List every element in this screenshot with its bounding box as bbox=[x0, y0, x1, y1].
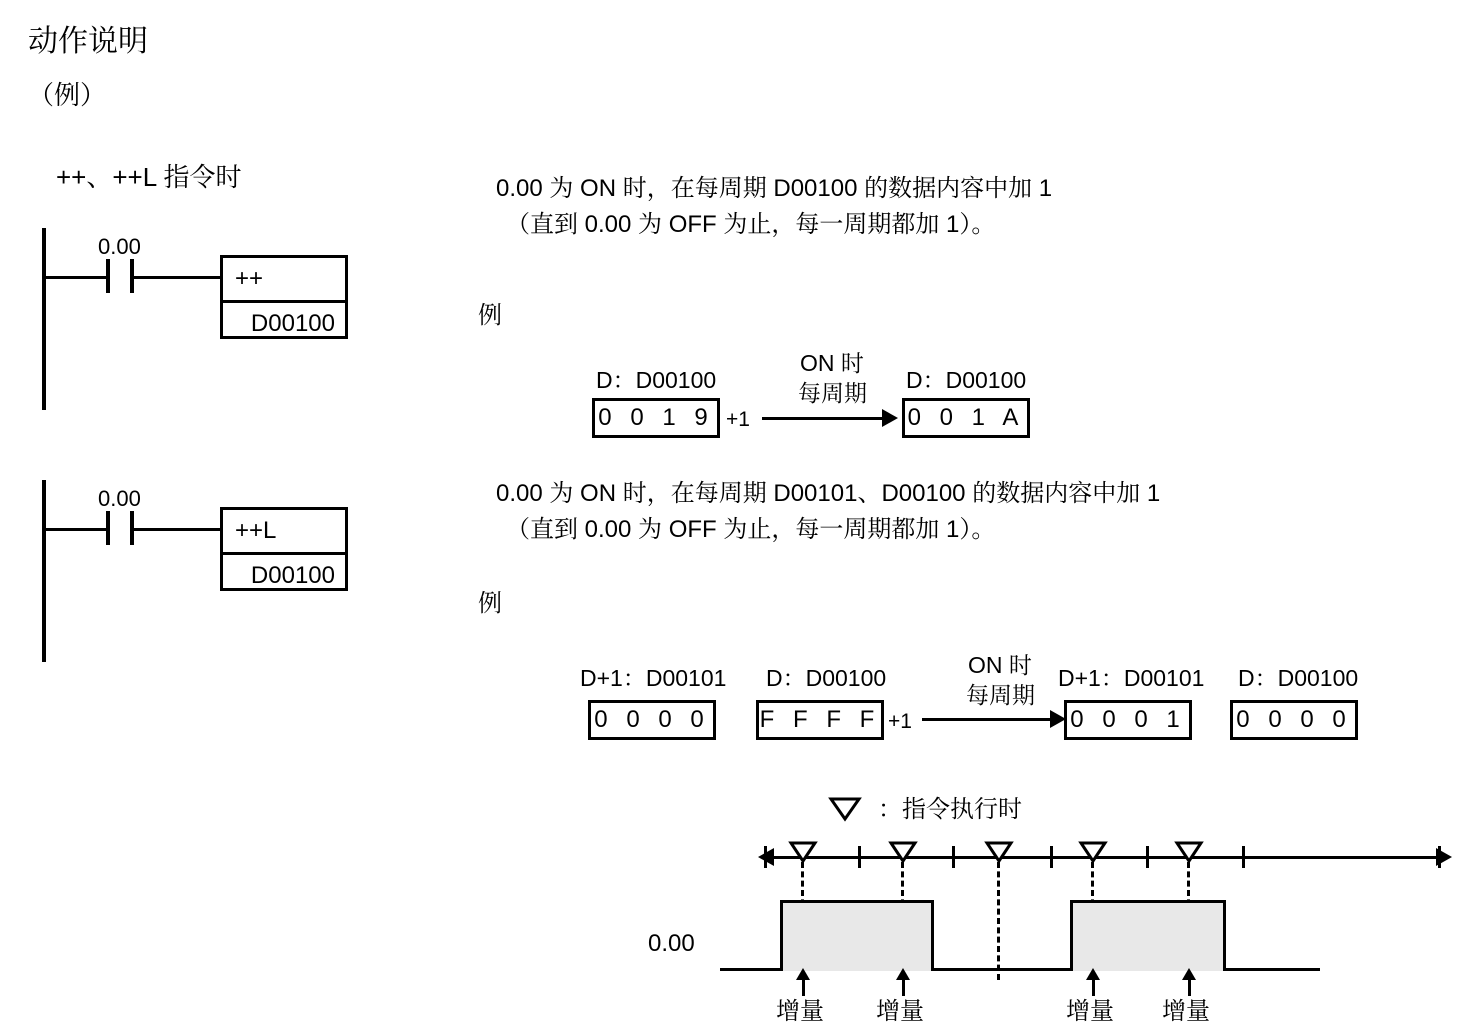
pulse-2 bbox=[1070, 900, 1226, 971]
execution-triangle-icon bbox=[1174, 840, 1204, 864]
wire-left bbox=[44, 276, 106, 279]
execution-triangle-icon bbox=[984, 840, 1014, 864]
src-hi-value-2: 0 0 0 0 bbox=[588, 700, 716, 740]
wire-right-2 bbox=[134, 528, 222, 531]
src-lo-label-2: D：D00100 bbox=[766, 665, 887, 691]
plus-one-label-2: +1 bbox=[888, 710, 912, 733]
increment-arrow-stem bbox=[802, 978, 805, 996]
power-rail-2 bbox=[42, 480, 46, 662]
cycle-tick bbox=[1438, 846, 1441, 868]
instruction-box-1 bbox=[220, 255, 348, 339]
increment-arrow-stem bbox=[1188, 978, 1191, 996]
execution-triangle-icon bbox=[888, 840, 918, 864]
source-value-1: 0 0 1 9 bbox=[592, 398, 720, 438]
signal-label: 0.00 bbox=[648, 930, 695, 957]
dst-hi-label-2: D+1：D00101 bbox=[1058, 665, 1205, 691]
power-rail bbox=[42, 228, 46, 410]
instruction-name: ++ bbox=[235, 265, 264, 292]
arrow-label-2-line1: ON 时 bbox=[968, 652, 1032, 678]
cycle-tick bbox=[952, 846, 955, 868]
increment-label: 增量 bbox=[776, 998, 824, 1025]
src-hi-label-2: D+1：D00101 bbox=[580, 665, 727, 691]
increment-arrow-stem bbox=[1092, 978, 1095, 996]
dst-lo-value-2: 0 0 0 0 bbox=[1230, 700, 1358, 740]
increment-arrow-stem bbox=[902, 978, 905, 996]
arrow-shaft-1 bbox=[762, 417, 882, 420]
wire-left-2 bbox=[44, 528, 106, 531]
increment-label: 增量 bbox=[1162, 998, 1210, 1025]
instruction-name-2: ++L bbox=[235, 517, 277, 544]
page-subtitle: （例） bbox=[28, 80, 107, 110]
increment-label: 增量 bbox=[1066, 998, 1114, 1025]
cycle-tick bbox=[764, 846, 767, 868]
arrow-label-2-line2: 每周期 bbox=[966, 682, 1035, 708]
section2-description-line1: 0.00 为 ON 时，在每周期 D00101、D00100 的数据内容中加 1 bbox=[496, 480, 1161, 507]
section1-example-label: 例 bbox=[478, 302, 502, 329]
contact-label-2: 0.00 bbox=[98, 486, 141, 511]
contact-label: 0.00 bbox=[98, 234, 141, 259]
arrow-label-1-line1: ON 时 bbox=[800, 350, 864, 376]
pulse-1 bbox=[780, 900, 934, 971]
instruction-box-2 bbox=[220, 507, 348, 591]
triangle-marker-icon bbox=[828, 796, 862, 822]
arrow-shaft-2 bbox=[922, 718, 1050, 721]
dst-lo-label-2: D：D00100 bbox=[1238, 665, 1359, 691]
section1-description-line1: 0.00 为 ON 时，在每周期 D00100 的数据内容中加 1 bbox=[496, 175, 1053, 202]
cycle-tick bbox=[1050, 846, 1053, 868]
wire-right bbox=[134, 276, 222, 279]
dashed-guide bbox=[997, 862, 1000, 980]
section2-example-label: 例 bbox=[478, 590, 502, 617]
source-label-1: D：D00100 bbox=[596, 367, 717, 393]
section1-heading: ++、++L 指令时 bbox=[56, 162, 242, 192]
arrow-label-1-line2: 每周期 bbox=[798, 380, 867, 406]
contact-bar-left bbox=[106, 259, 110, 293]
contact-bar-left-2 bbox=[106, 511, 110, 545]
instruction-operand-2: D00100 bbox=[223, 552, 345, 597]
cycle-tick bbox=[1146, 846, 1149, 868]
section1-description-line2: （直到 0.00 为 OFF 为止，每一周期都加 1）。 bbox=[506, 211, 996, 238]
execution-triangle-icon bbox=[788, 840, 818, 864]
page-title: 动作说明 bbox=[28, 25, 148, 58]
cycle-tick bbox=[1242, 846, 1245, 868]
cycle-tick bbox=[858, 846, 861, 868]
dst-hi-value-2: 0 0 0 1 bbox=[1064, 700, 1192, 740]
dest-value-1: 0 0 1 A bbox=[902, 398, 1030, 438]
instruction-operand: D00100 bbox=[223, 300, 345, 345]
arrow-head-1 bbox=[882, 409, 898, 427]
dest-label-1: D：D00100 bbox=[906, 367, 1027, 393]
section2-description-line2: （直到 0.00 为 OFF 为止，每一周期都加 1）。 bbox=[506, 516, 996, 543]
increment-label: 增量 bbox=[876, 998, 924, 1025]
src-lo-value-2: F F F F bbox=[756, 700, 884, 740]
execution-triangle-icon bbox=[1078, 840, 1108, 864]
timing-legend-label: ：指令执行时 bbox=[878, 796, 1022, 823]
plus-one-label-1: +1 bbox=[726, 408, 750, 431]
